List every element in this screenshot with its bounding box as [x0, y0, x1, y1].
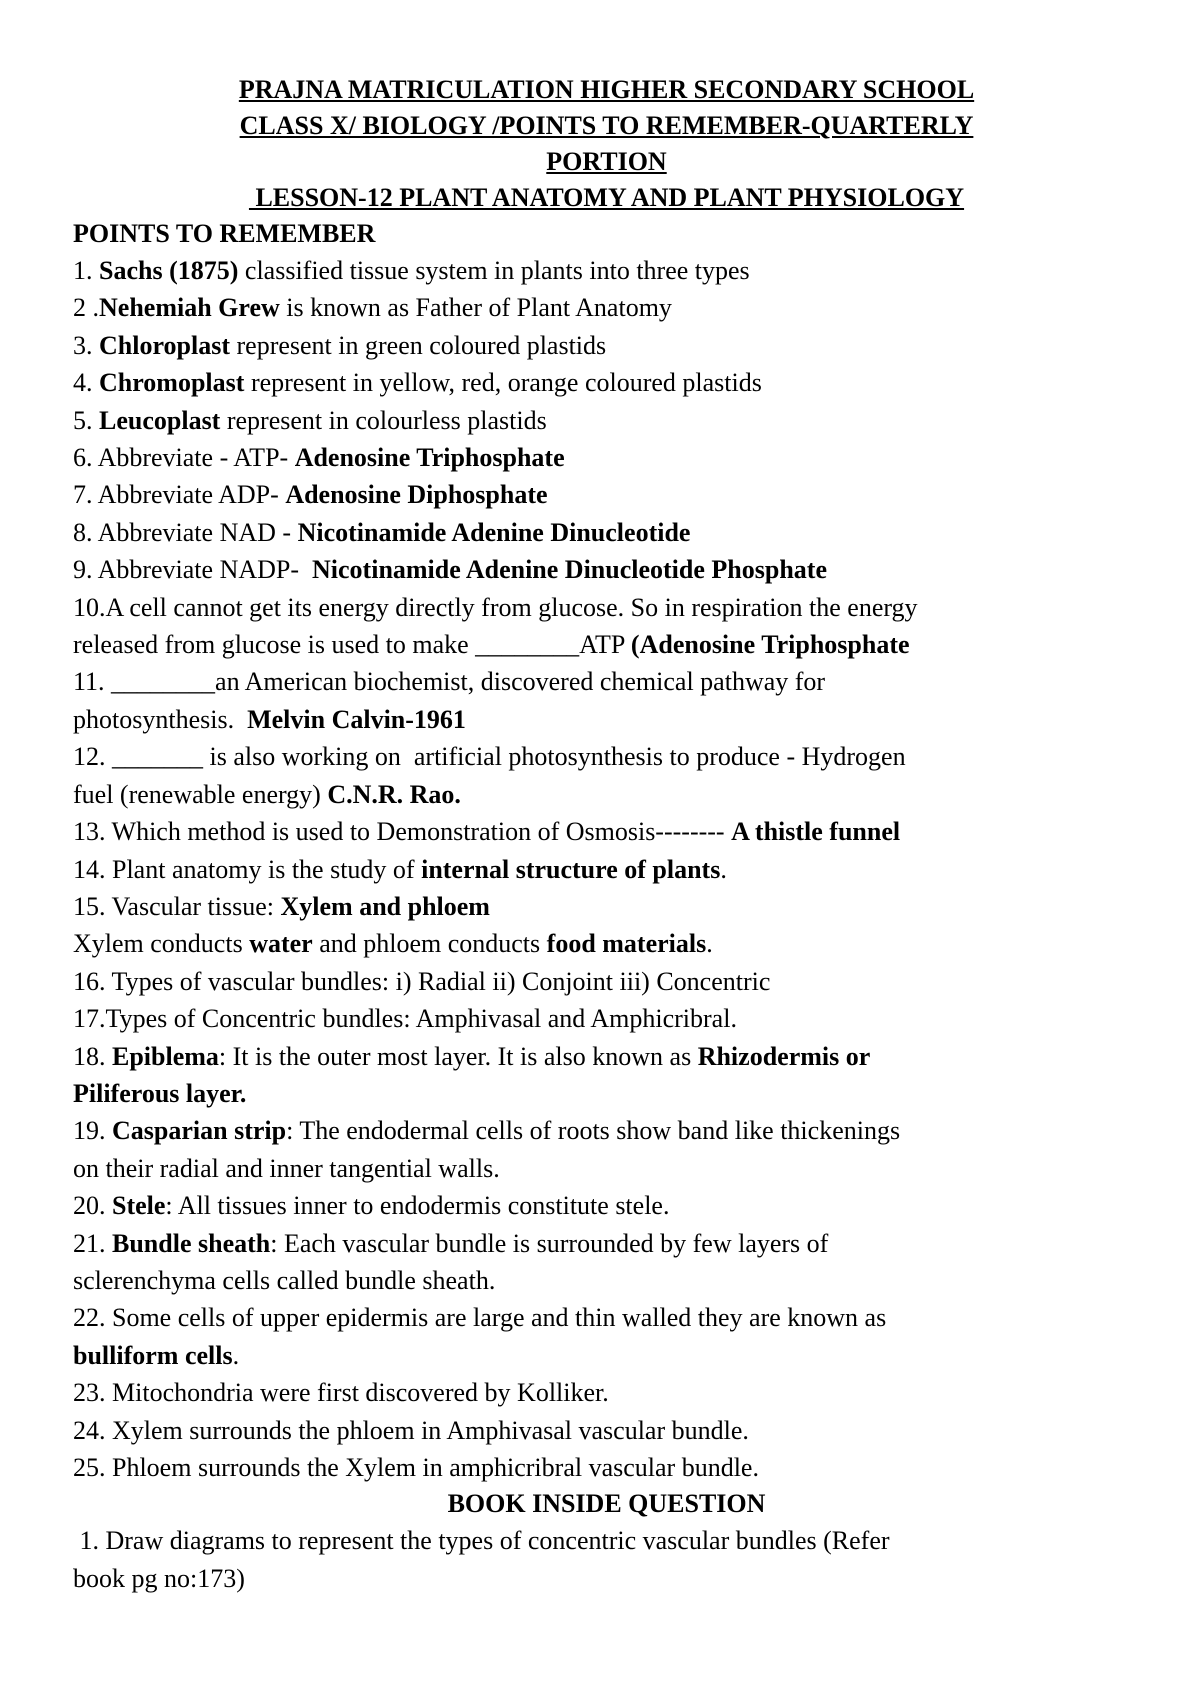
- text-line: [73, 1560, 1140, 1597]
- text-segment: 18.: [73, 1041, 112, 1071]
- text-line: [73, 514, 1140, 551]
- text-line: [73, 364, 1140, 401]
- text-segment: 8. Abbreviate NAD -: [73, 517, 298, 547]
- school-name: PRAJNA MATRICULATION HIGHER SECONDARY SCHOOL: [238, 75, 975, 104]
- section-title: POINTS TO REMEMBER: [73, 219, 376, 248]
- text-segment: 16. Types of vascular bundles: i) Radial ii) Conjoint iii) Concentric: [73, 966, 771, 996]
- text-segment: : The endodermal cells of roots show band like thickenings: [286, 1116, 901, 1146]
- text-segment: 7. Abbreviate ADP-: [73, 480, 286, 510]
- bold-text: Casparian strip: [112, 1116, 287, 1146]
- text-line: [73, 1337, 1140, 1374]
- bold-text: water: [249, 929, 313, 959]
- bold-text: (Adenosine Triphosphate: [630, 630, 910, 660]
- text-line: [73, 701, 1140, 738]
- book-question-list: [73, 1522, 1140, 1597]
- bold-text: Sachs (1875): [99, 256, 239, 285]
- bold-text: Bundle sheath: [112, 1228, 271, 1258]
- bold-text: Adenosine Triphosphate: [294, 443, 565, 473]
- text-segment: and phloem conducts: [312, 929, 547, 959]
- text-segment: represent in colourless plastids: [220, 405, 547, 435]
- text-line: [73, 252, 1140, 289]
- text-line: [73, 439, 1140, 476]
- bold-text: Xylem and phloem: [280, 891, 490, 921]
- bold-text: food materials: [546, 929, 707, 959]
- text-line: [73, 1299, 1140, 1336]
- text-segment: : It is the outer most layer. It is also known as: [218, 1041, 698, 1071]
- text-segment: .: [706, 929, 713, 959]
- text-line: [73, 813, 1140, 850]
- text-segment: : Each vascular bundle is surrounded by few layers of: [270, 1228, 829, 1258]
- text-line: [73, 551, 1140, 588]
- text-segment: is known as Father of Plant Anatomy: [279, 293, 672, 323]
- text-segment: 2 .: [73, 293, 99, 323]
- text-line: [73, 1449, 1140, 1486]
- text-segment: 11. ________an American biochemist, discovered chemical pathway for: [73, 667, 826, 697]
- text-line: [73, 402, 1140, 439]
- bold-text: Nicotinamide Adenine Dinucleotide Phosphate: [312, 555, 827, 585]
- points-list: [73, 252, 1140, 1486]
- text-segment: Xylem conducts: [73, 929, 250, 959]
- text-segment: on their radial and inner tangential walls.: [73, 1153, 500, 1183]
- text-segment: 20.: [73, 1191, 112, 1221]
- text-segment: 13. Which method is used to Demonstration of Osmosis--------: [73, 817, 732, 847]
- lesson-title: LESSON-12 PLANT ANATOMY AND PLANT PHYSIOLOGY: [248, 183, 965, 212]
- text-segment: sclerenchyma cells called bundle sheath.: [73, 1265, 496, 1295]
- text-line: [73, 1187, 1140, 1224]
- text-segment: 9. Abbreviate NADP-: [73, 555, 313, 585]
- document-header: [73, 72, 1140, 216]
- book-section-title: BOOK INSIDE QUESTION: [447, 1489, 766, 1519]
- text-line: [73, 738, 1140, 775]
- text-line: [73, 888, 1140, 925]
- bold-text: bulliform cells: [73, 1340, 233, 1370]
- text-line: [73, 776, 1140, 813]
- text-line: [73, 963, 1140, 1000]
- bold-text: Leucoplast: [99, 405, 221, 435]
- text-segment: 15. Vascular tissue:: [73, 891, 281, 921]
- bold-text: Chloroplast: [99, 330, 230, 360]
- text-line: [73, 1112, 1140, 1149]
- text-segment: photosynthesis.: [73, 704, 248, 734]
- text-line: [73, 289, 1140, 326]
- text-segment: 10.A cell cannot get its energy directly from glucose. So in respiration the energy: [73, 592, 918, 622]
- text-line: [73, 1000, 1140, 1037]
- text-line: [73, 1374, 1140, 1411]
- text-segment: released from glucose is used to make ________ATP: [73, 630, 631, 660]
- text-segment: 5.: [73, 405, 99, 435]
- text-segment: 1. Draw diagrams to represent the types of concentric vascular bundles (Refer: [73, 1526, 890, 1556]
- text-segment: 25. Phloem surrounds the Xylem in amphicribral vascular bundle.: [73, 1453, 759, 1482]
- portion-line: PORTION: [546, 147, 667, 176]
- text-segment: 1.: [73, 256, 99, 285]
- text-segment: : All tissues inner to endodermis constitute stele.: [165, 1191, 670, 1221]
- text-segment: 4.: [73, 368, 99, 398]
- class-subject-line: CLASS X/ BIOLOGY /POINTS TO REMEMBER-QUARTERLY: [239, 111, 974, 140]
- bold-text: C.N.R. Rao.: [327, 779, 461, 809]
- bold-text: Adenosine Diphosphate: [285, 480, 548, 510]
- text-segment: 6. Abbreviate - ATP-: [73, 443, 295, 473]
- text-line: [73, 626, 1140, 663]
- text-line: [73, 1522, 1140, 1559]
- bold-text: Epiblema: [112, 1041, 219, 1071]
- bold-text: Rhizodermis or: [697, 1041, 871, 1071]
- text-line: [73, 476, 1140, 513]
- bold-text: internal structure of plants: [421, 854, 721, 884]
- text-line: [73, 1150, 1140, 1187]
- text-segment: .: [232, 1340, 240, 1370]
- text-line: [73, 851, 1140, 888]
- text-segment: represent in yellow, red, orange coloured plastids: [244, 368, 762, 398]
- bold-text: Piliferous layer.: [73, 1078, 247, 1108]
- text-segment: .: [720, 854, 727, 884]
- text-line: [73, 1038, 1140, 1075]
- bold-text: Nicotinamide Adenine Dinucleotide: [297, 517, 691, 547]
- text-segment: 17.Types of Concentric bundles: Amphivasal and Amphicribral.: [73, 1004, 737, 1034]
- text-segment: 14. Plant anatomy is the study of: [73, 854, 422, 884]
- text-line: [73, 1075, 1140, 1112]
- text-segment: 22. Some cells of upper epidermis are large and thin walled they are known as: [73, 1303, 887, 1333]
- text-segment: classified tissue system in plants into three types: [238, 256, 750, 285]
- text-line: [73, 1412, 1140, 1449]
- text-segment: 23. Mitochondria were first discovered by Kolliker.: [73, 1378, 609, 1408]
- bold-text: Chromoplast: [99, 368, 245, 398]
- text-segment: book pg no:173): [73, 1563, 245, 1593]
- text-segment: 19.: [73, 1116, 112, 1146]
- bold-text: Stele: [112, 1191, 166, 1221]
- text-segment: 21.: [73, 1228, 112, 1258]
- text-line: [73, 925, 1140, 962]
- text-segment: 3.: [73, 330, 99, 360]
- text-line: [73, 589, 1140, 626]
- text-segment: 12. _______ is also working on artificial photosynthesis to produce - Hydrogen: [73, 742, 906, 772]
- text-line: [73, 663, 1140, 700]
- text-segment: represent in green coloured plastids: [230, 330, 607, 360]
- text-line: [73, 327, 1140, 364]
- text-line: [73, 1225, 1140, 1262]
- text-segment: 24. Xylem surrounds the phloem in Amphivasal vascular bundle.: [73, 1415, 749, 1445]
- bold-text: Melvin Calvin-1961: [247, 704, 466, 734]
- bold-text: Nehemiah Grew: [99, 293, 280, 323]
- text-segment: fuel (renewable energy): [73, 779, 328, 809]
- text-line: [73, 1262, 1140, 1299]
- bold-text: A thistle funnel: [731, 817, 901, 847]
